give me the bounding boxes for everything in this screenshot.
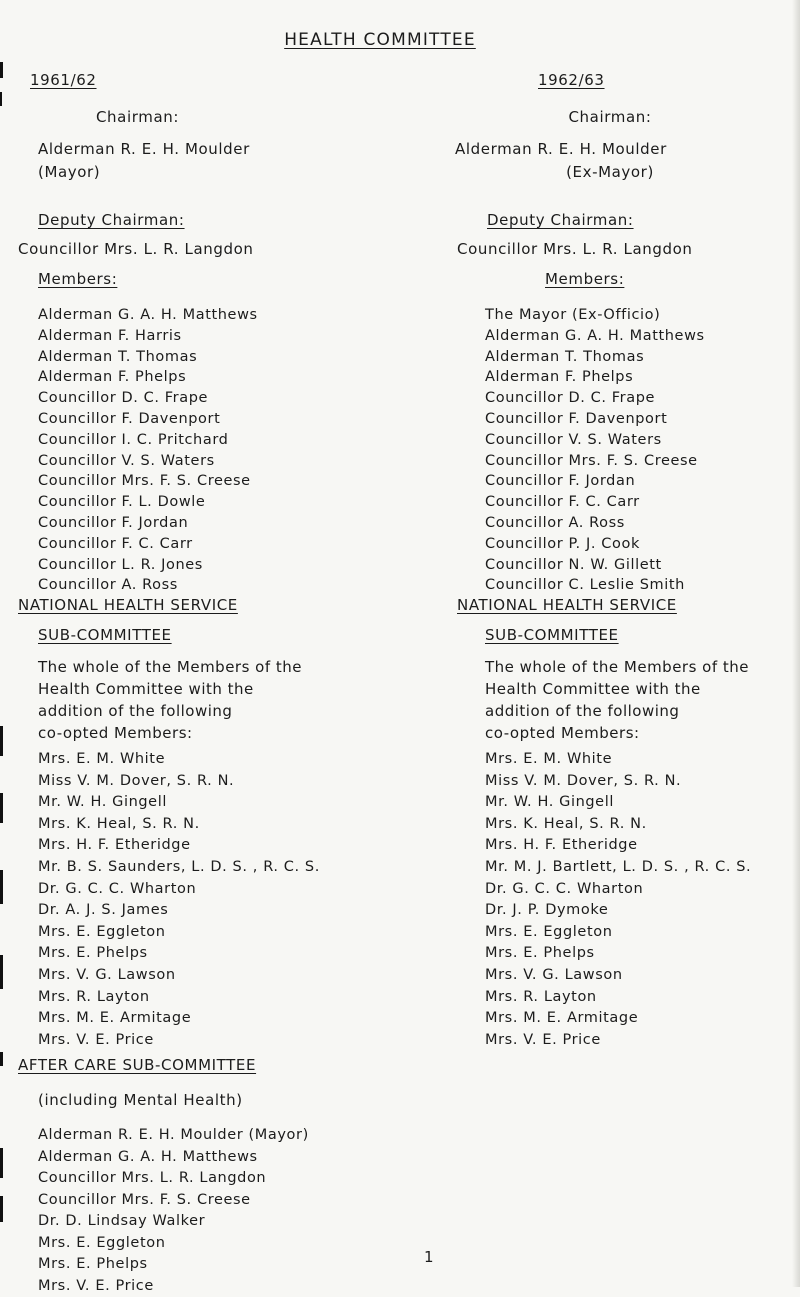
coopted-item: Mrs. E. Eggleton [38,922,320,944]
coopted-item: Mrs. H. F. Etheridge [38,835,320,857]
member-item: Alderman F. Harris [38,326,258,347]
nhs-heading-left: NATIONAL HEALTH SERVICE [18,596,238,614]
coopted-item: Mrs. V. G. Lawson [485,965,751,987]
coopted-item: Mrs. E. M. White [38,749,320,771]
coopted-list-left [38,749,320,1051]
page-number: 1 [424,1248,434,1266]
intro-line: co-opted Members: [485,722,749,744]
coopted-item: Miss V. M. Dover, S. R. N. [38,771,320,793]
chairman-label-left: Chairman: [0,108,275,126]
member-item: Councillor C. Leslie Smith [485,575,705,596]
member-item: Alderman F. Phelps [485,367,705,388]
member-item: Alderman T. Thomas [38,347,258,368]
margin-mark [0,726,3,756]
member-item: Councillor F. Davenport [38,409,258,430]
members-label-right: Members: [545,270,624,288]
member-item: Councillor A. Ross [38,575,258,596]
deputy-label-right: Deputy Chairman: [487,211,634,229]
member-item: Alderman G. A. H. Matthews [485,326,705,347]
coopted-item: Mrs. V. E. Price [38,1030,320,1052]
coopted-item: Mrs. E. Phelps [38,943,320,965]
member-item: Councillor N. W. Gillett [485,555,705,576]
after-care-item: Dr. D. Lindsay Walker [38,1211,309,1233]
deputy-label-left: Deputy Chairman: [38,211,185,229]
chairman-name-right: Alderman R. E. H. Moulder [455,140,667,158]
member-item: Councillor F. C. Carr [38,534,258,555]
after-care-note: (including Mental Health) [38,1091,243,1109]
intro-line: Health Committee with the [38,678,302,700]
member-item: Councillor A. Ross [485,513,705,534]
margin-mark [0,92,2,106]
members-list-left [38,305,258,596]
member-item: Councillor L. R. Jones [38,555,258,576]
member-item: Alderman T. Thomas [485,347,705,368]
deputy-name-right: Councillor Mrs. L. R. Langdon [457,240,693,258]
nhs-heading-right: NATIONAL HEALTH SERVICE [457,596,677,614]
member-item: Councillor Mrs. F. S. Creese [485,451,705,472]
coopted-item: Mr. W. H. Gingell [485,792,751,814]
nhs-intro-left [38,656,302,744]
margin-mark [0,1196,3,1222]
member-item: The Mayor (Ex-Officio) [485,305,705,326]
deputy-name-left: Councillor Mrs. L. R. Langdon [18,240,254,258]
chairman-label-right: Chairman: [455,108,765,126]
intro-line: The whole of the Members of the [485,656,749,678]
member-item: Alderman G. A. H. Matthews [38,305,258,326]
after-care-item: Mrs. V. E. Price [38,1276,309,1297]
coopted-item: Mrs. K. Heal, S. R. N. [485,814,751,836]
coopted-item: Dr. A. J. S. James [38,900,320,922]
coopted-item: Mrs. E. Eggleton [485,922,751,944]
coopted-item: Miss V. M. Dover, S. R. N. [485,771,751,793]
margin-mark [0,955,3,989]
coopted-item: Mrs. V. E. Price [485,1030,751,1052]
year-left: 1961/62 [30,71,97,89]
member-item: Councillor Mrs. F. S. Creese [38,471,258,492]
coopted-item: Dr. J. P. Dymoke [485,900,751,922]
margin-mark [0,1148,3,1178]
nhs-intro-right [485,656,749,744]
member-item: Councillor F. C. Carr [485,492,705,513]
after-care-list [38,1125,309,1297]
chairman-name-left: Alderman R. E. H. Moulder [38,140,250,158]
coopted-item: Mrs. E. Phelps [485,943,751,965]
member-item: Councillor V. S. Waters [38,451,258,472]
member-item: Councillor D. C. Frape [38,388,258,409]
members-list-right [485,305,705,596]
coopted-item: Mrs. K. Heal, S. R. N. [38,814,320,836]
member-item: Alderman F. Phelps [38,367,258,388]
coopted-item: Mrs. H. F. Etheridge [485,835,751,857]
member-item: Councillor P. J. Cook [485,534,705,555]
nhs-sub-right: SUB-COMMITTEE [485,626,619,644]
intro-line: Health Committee with the [485,678,749,700]
member-item: Councillor I. C. Pritchard [38,430,258,451]
intro-line: The whole of the Members of the [38,656,302,678]
margin-mark [0,1052,3,1066]
coopted-item: Dr. G. C. C. Wharton [38,879,320,901]
after-care-item: Alderman G. A. H. Matthews [38,1147,309,1169]
intro-line: addition of the following [38,700,302,722]
coopted-item: Mrs. E. M. White [485,749,751,771]
member-item: Councillor F. L. Dowle [38,492,258,513]
after-care-item: Councillor Mrs. F. S. Creese [38,1190,309,1212]
member-item: Councillor F. Davenport [485,409,705,430]
member-item: Councillor F. Jordan [485,471,705,492]
after-care-heading: AFTER CARE SUB-COMMITTEE [18,1056,256,1074]
after-care-item: Councillor Mrs. L. R. Langdon [38,1168,309,1190]
coopted-item: Mrs. V. G. Lawson [38,965,320,987]
coopted-item: Dr. G. C. C. Wharton [485,879,751,901]
coopted-item: Mrs. R. Layton [485,987,751,1009]
after-care-item: Mrs. E. Phelps [38,1254,309,1276]
member-item: Councillor F. Jordan [38,513,258,534]
after-care-item: Alderman R. E. H. Moulder (Mayor) [38,1125,309,1147]
coopted-item: Mr. W. H. Gingell [38,792,320,814]
margin-mark [0,793,3,823]
page-edge [792,0,800,1287]
page-title: HEALTH COMMITTEE [0,30,760,50]
member-item: Councillor D. C. Frape [485,388,705,409]
year-right: 1962/63 [538,71,605,89]
intro-line: co-opted Members: [38,722,302,744]
margin-mark [0,870,3,904]
intro-line: addition of the following [485,700,749,722]
coopted-list-right [485,749,751,1051]
nhs-sub-left: SUB-COMMITTEE [38,626,172,644]
chairman-note-left: (Mayor) [38,163,100,181]
coopted-item: Mrs. M. E. Armitage [38,1008,320,1030]
coopted-item: Mr. M. J. Bartlett, L. D. S. , R. C. S. [485,857,751,879]
coopted-item: Mr. B. S. Saunders, L. D. S. , R. C. S. [38,857,320,879]
margin-mark [0,62,3,78]
after-care-item: Mrs. E. Eggleton [38,1233,309,1255]
coopted-item: Mrs. M. E. Armitage [485,1008,751,1030]
members-label-left: Members: [38,270,117,288]
member-item: Councillor V. S. Waters [485,430,705,451]
coopted-item: Mrs. R. Layton [38,987,320,1009]
chairman-note-right: (Ex-Mayor) [455,163,765,181]
